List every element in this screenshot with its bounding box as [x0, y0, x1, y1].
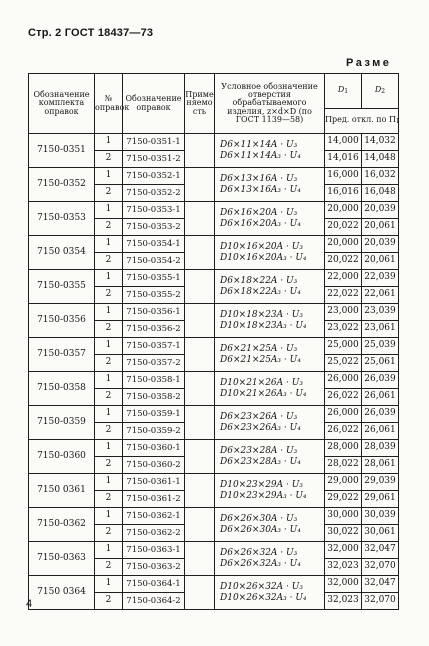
opravka-oboz-cell: 7150-0357-1 — [123, 338, 185, 355]
opravka-oboz-cell: 7150-0358-1 — [123, 372, 185, 389]
d1-cell: 32,023 — [325, 593, 362, 610]
opravka-oboz-cell: 7150-0355-1 — [123, 270, 185, 287]
table-row — [29, 304, 399, 321]
opravka-oboz-cell: 7150-0362-1 — [123, 508, 185, 525]
opravka-number-cell: 2 — [95, 389, 123, 406]
komplekt-cell: 7150-0357 — [29, 338, 95, 372]
komplekt-cell: 7150-0351 — [29, 134, 95, 168]
d2-cell: 32,047 — [362, 542, 399, 559]
d1-cell: 32,023 — [325, 559, 362, 576]
uslovnoe-line: D6×21×25A · U₃ — [220, 344, 298, 355]
d2-cell: 16,032 — [362, 168, 399, 185]
uslovnoe-line: D10×23×29A₃ · U₄ — [220, 490, 307, 501]
uslovnoe-line: D10×26×32A · U₃ — [220, 582, 303, 593]
opravka-oboz-cell: 7150-0352-1 — [123, 168, 185, 185]
opravka-number-cell: 1 — [95, 270, 123, 287]
uslovnoe-line: D10×18×23A · U₃ — [220, 310, 303, 321]
d1-cell: 26,000 — [325, 406, 362, 423]
dimensions-table — [28, 73, 399, 610]
uslovnoe-cell — [215, 576, 325, 610]
d2-cell: 23,061 — [362, 321, 399, 338]
opravka-oboz-cell: 7150-0353-1 — [123, 202, 185, 219]
page-header: Стр. 2 ГОСТ 18437—73 — [28, 27, 154, 39]
opravka-oboz-cell: 7150-0351-1 — [123, 134, 185, 151]
primenyaemost-cell — [185, 270, 215, 304]
table-row — [29, 202, 399, 219]
opravka-oboz-cell: 7150-0352-2 — [123, 185, 185, 202]
uslovnoe-line: D10×21×26A₃ · U₄ — [220, 388, 307, 399]
uslovnoe-cell — [215, 168, 325, 202]
uslovnoe-line: D6×18×22A · U₃ — [220, 276, 298, 287]
d1-cell: 28,022 — [325, 457, 362, 474]
d2-cell: 26,061 — [362, 389, 399, 406]
d1-cell: 23,022 — [325, 321, 362, 338]
table-header — [29, 74, 399, 134]
opravka-oboz-cell: 7150-0362-2 — [123, 525, 185, 542]
opravka-oboz-cell: 7150-0360-1 — [123, 440, 185, 457]
opravka-oboz-cell: 7150-0358-2 — [123, 389, 185, 406]
komplekt-cell: 7150 0354 — [29, 236, 95, 270]
opravka-oboz-cell: 7150-0357-2 — [123, 355, 185, 372]
d2-cell: 32,070 — [362, 593, 399, 610]
komplekt-cell: 7150-0352 — [29, 168, 95, 202]
opravka-oboz-cell: 7150-0354-2 — [123, 253, 185, 270]
uslovnoe-line: D6×26×32A₃ · U₄ — [220, 558, 301, 569]
opravka-number-cell: 2 — [95, 185, 123, 202]
opravka-oboz-cell: 7150-0353-2 — [123, 219, 185, 236]
d2-cell: 14,032 — [362, 134, 399, 151]
d1-cell: 22,022 — [325, 287, 362, 304]
table-row — [29, 576, 399, 593]
opravka-number-cell: 2 — [95, 355, 123, 372]
table-row — [29, 236, 399, 253]
primenyaemost-cell — [185, 202, 215, 236]
komplekt-cell: 7150-0355 — [29, 270, 95, 304]
opravka-number-cell: 2 — [95, 287, 123, 304]
header-uslovnoe: Условное обозначение отверстия обрабатываемого изделия, z×d×D (по ГОСТ 1139—58) — [215, 74, 325, 134]
d1-cell: 32,000 — [325, 576, 362, 593]
d2-cell: 29,061 — [362, 491, 399, 508]
table-row — [29, 440, 399, 457]
d2-cell: 26,061 — [362, 423, 399, 440]
d1-cell: 25,000 — [325, 338, 362, 355]
opravka-oboz-cell: 7150-0356-2 — [123, 321, 185, 338]
opravka-number-cell: 2 — [95, 525, 123, 542]
opravka-number-cell: 2 — [95, 423, 123, 440]
d1-cell: 20,000 — [325, 202, 362, 219]
komplekt-cell: 7150-0360 — [29, 440, 95, 474]
header-komplekt: Обозначение комплекта оправок — [29, 74, 95, 134]
opravka-number-cell: 1 — [95, 338, 123, 355]
opravka-oboz-cell: 7150-0363-2 — [123, 559, 185, 576]
header-num-opravok: № оправок — [95, 74, 123, 134]
uslovnoe-line: D6×21×25A₃ · U₄ — [220, 354, 301, 365]
d1-cell: 20,022 — [325, 253, 362, 270]
d2-cell: 28,039 — [362, 440, 399, 457]
d2-cell: 16,048 — [362, 185, 399, 202]
uslovnoe-line: D10×18×23A₃ · U₄ — [220, 320, 307, 331]
d2-cell: 26,039 — [362, 372, 399, 389]
d1-cell: 25,022 — [325, 355, 362, 372]
d1-cell: 29,000 — [325, 474, 362, 491]
d2-cell: 28,061 — [362, 457, 399, 474]
opravka-number-cell: 2 — [95, 151, 123, 168]
uslovnoe-cell — [215, 372, 325, 406]
table-row — [29, 474, 399, 491]
komplekt-cell: 7150-0359 — [29, 406, 95, 440]
uslovnoe-cell — [215, 304, 325, 338]
table-row — [29, 508, 399, 525]
d1-cell: 14,016 — [325, 151, 362, 168]
primenyaemost-cell — [185, 134, 215, 168]
opravka-number-cell: 1 — [95, 202, 123, 219]
opravka-oboz-cell: 7150-0356-1 — [123, 304, 185, 321]
opravka-number-cell: 1 — [95, 508, 123, 525]
d1-cell: 26,022 — [325, 423, 362, 440]
primenyaemost-cell — [185, 304, 215, 338]
uslovnoe-line: D6×16×20A · U₃ — [220, 208, 298, 219]
table-body — [29, 134, 399, 610]
continuation-label: Разме — [346, 57, 392, 69]
primenyaemost-cell — [185, 406, 215, 440]
opravka-number-cell: 1 — [95, 474, 123, 491]
d2-cell: 30,039 — [362, 508, 399, 525]
primenyaemost-cell — [185, 168, 215, 202]
opravka-number-cell: 1 — [95, 542, 123, 559]
d2-cell: 20,039 — [362, 202, 399, 219]
uslovnoe-line: D6×18×22A₃ · U₄ — [220, 286, 301, 297]
opravka-oboz-cell: 7150-0355-2 — [123, 287, 185, 304]
d2-cell: 25,061 — [362, 355, 399, 372]
uslovnoe-cell — [215, 338, 325, 372]
opravka-number-cell: 2 — [95, 321, 123, 338]
table-row — [29, 542, 399, 559]
opravka-number-cell: 2 — [95, 559, 123, 576]
opravka-number-cell: 2 — [95, 593, 123, 610]
d1-cell: 26,022 — [325, 389, 362, 406]
d1-cell: 20,000 — [325, 236, 362, 253]
opravka-number-cell: 1 — [95, 134, 123, 151]
komplekt-cell: 7150-0353 — [29, 202, 95, 236]
d1-cell: 29,022 — [325, 491, 362, 508]
uslovnoe-line: D10×26×32A₃ · U₄ — [220, 592, 307, 603]
opravka-number-cell: 1 — [95, 304, 123, 321]
primenyaemost-cell — [185, 372, 215, 406]
opravka-oboz-cell: 7150-0364-2 — [123, 593, 185, 610]
uslovnoe-line: D10×23×29A · U₃ — [220, 480, 303, 491]
primenyaemost-cell — [185, 440, 215, 474]
d1-cell: 28,000 — [325, 440, 362, 457]
page-number: 4 — [26, 598, 33, 610]
primenyaemost-cell — [185, 576, 215, 610]
opravka-oboz-cell: 7150-0363-1 — [123, 542, 185, 559]
d2-cell: 20,039 — [362, 236, 399, 253]
uslovnoe-cell — [215, 440, 325, 474]
komplekt-cell: 7150-0363 — [29, 542, 95, 576]
d2-cell: 22,061 — [362, 287, 399, 304]
header-pred-otkl: Пред. откл. по П1 — [325, 109, 399, 134]
opravka-oboz-cell: 7150-0361-2 — [123, 491, 185, 508]
opravka-oboz-cell: 7150-0354-1 — [123, 236, 185, 253]
uslovnoe-line: D10×16×20A₃ · U₄ — [220, 252, 307, 263]
opravka-oboz-cell: 7150-0351-2 — [123, 151, 185, 168]
header-d1: D1 — [325, 74, 362, 109]
table-row — [29, 270, 399, 287]
table-row — [29, 168, 399, 185]
d2-cell: 30,061 — [362, 525, 399, 542]
komplekt-cell: 7150-0358 — [29, 372, 95, 406]
uslovnoe-line: D10×21×26A · U₃ — [220, 378, 303, 389]
uslovnoe-line: D6×26×32A · U₃ — [220, 548, 298, 559]
opravka-number-cell: 2 — [95, 491, 123, 508]
komplekt-cell: 7150-0356 — [29, 304, 95, 338]
d1-cell: 26,000 — [325, 372, 362, 389]
uslovnoe-line: D6×23×26A · U₃ — [220, 412, 298, 423]
uslovnoe-cell — [215, 508, 325, 542]
primenyaemost-cell — [185, 474, 215, 508]
d2-cell: 23,039 — [362, 304, 399, 321]
header-primenyaemost: Применяемость — [185, 74, 215, 134]
uslovnoe-line: D6×11×14A₃ · U₄ — [220, 150, 301, 161]
komplekt-cell: 7150 0364 — [29, 576, 95, 610]
komplekt-cell: 7150-0362 — [29, 508, 95, 542]
opravka-oboz-cell: 7150-0360-2 — [123, 457, 185, 474]
uslovnoe-line: D6×13×16A₃ · U₄ — [220, 184, 301, 195]
primenyaemost-cell — [185, 542, 215, 576]
uslovnoe-line: D6×11×14A · U₃ — [220, 140, 298, 151]
d2-cell: 29,039 — [362, 474, 399, 491]
d2-cell: 20,061 — [362, 253, 399, 270]
uslovnoe-line: D6×23×28A · U₃ — [220, 446, 298, 457]
opravka-number-cell: 1 — [95, 440, 123, 457]
primenyaemost-cell — [185, 508, 215, 542]
opravka-oboz-cell: 7150-0364-1 — [123, 576, 185, 593]
opravka-number-cell: 1 — [95, 168, 123, 185]
uslovnoe-cell — [215, 474, 325, 508]
komplekt-cell: 7150 0361 — [29, 474, 95, 508]
uslovnoe-line: D10×16×20A · U₃ — [220, 242, 303, 253]
d2-cell: 25,039 — [362, 338, 399, 355]
primenyaemost-cell — [185, 338, 215, 372]
opravka-number-cell: 1 — [95, 406, 123, 423]
table-row — [29, 134, 399, 151]
table-row — [29, 338, 399, 355]
d2-cell: 22,039 — [362, 270, 399, 287]
d1-cell: 16,016 — [325, 185, 362, 202]
d1-cell: 30,022 — [325, 525, 362, 542]
opravka-number-cell: 2 — [95, 457, 123, 474]
d1-cell: 20,022 — [325, 219, 362, 236]
uslovnoe-line: D6×16×20A₃ · U₄ — [220, 218, 301, 229]
opravka-oboz-cell: 7150-0359-2 — [123, 423, 185, 440]
d1-cell: 30,000 — [325, 508, 362, 525]
uslovnoe-line: D6×26×30A · U₃ — [220, 514, 298, 525]
table-row — [29, 406, 399, 423]
d2-cell: 14,048 — [362, 151, 399, 168]
d1-cell: 22,000 — [325, 270, 362, 287]
opravka-number-cell: 1 — [95, 372, 123, 389]
d1-cell: 32,000 — [325, 542, 362, 559]
uslovnoe-cell — [215, 406, 325, 440]
opravka-number-cell: 2 — [95, 253, 123, 270]
uslovnoe-line: D6×23×28A₃ · U₄ — [220, 456, 301, 467]
d2-cell: 32,047 — [362, 576, 399, 593]
primenyaemost-cell — [185, 236, 215, 270]
uslovnoe-cell — [215, 236, 325, 270]
d1-cell: 23,000 — [325, 304, 362, 321]
uslovnoe-line: D6×23×26A₃ · U₄ — [220, 422, 301, 433]
uslovnoe-cell — [215, 542, 325, 576]
opravka-oboz-cell: 7150-0361-1 — [123, 474, 185, 491]
uslovnoe-cell — [215, 270, 325, 304]
uslovnoe-cell — [215, 134, 325, 168]
uslovnoe-line: D6×26×30A₃ · U₄ — [220, 524, 301, 535]
uslovnoe-cell — [215, 202, 325, 236]
d2-cell: 32,070 — [362, 559, 399, 576]
table-row — [29, 372, 399, 389]
header-oboz-opravok: Обозначение оправок — [123, 74, 185, 134]
opravka-number-cell: 1 — [95, 236, 123, 253]
d2-cell: 20,061 — [362, 219, 399, 236]
d1-cell: 16,000 — [325, 168, 362, 185]
opravka-number-cell: 1 — [95, 576, 123, 593]
opravka-oboz-cell: 7150-0359-1 — [123, 406, 185, 423]
d2-cell: 26,039 — [362, 406, 399, 423]
header-d2: D2 — [362, 74, 399, 109]
opravka-number-cell: 2 — [95, 219, 123, 236]
uslovnoe-line: D6×13×16A · U₃ — [220, 174, 298, 185]
d1-cell: 14,000 — [325, 134, 362, 151]
